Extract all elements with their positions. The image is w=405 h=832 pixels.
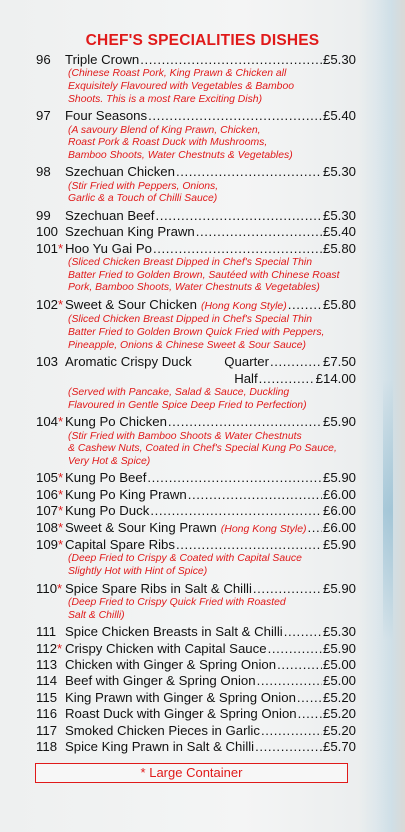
item-number bbox=[36, 706, 65, 722]
menu-item bbox=[36, 520, 356, 537]
item-description bbox=[68, 125, 356, 163]
item-name: Chicken with Ginger & Spring Onion bbox=[65, 656, 277, 672]
item-number-text: 109 bbox=[36, 536, 59, 552]
item-style-tag: (Hong Kong Style) bbox=[200, 299, 287, 312]
item-description bbox=[68, 314, 356, 352]
item-number bbox=[36, 224, 65, 240]
item-price: £5.70 bbox=[322, 739, 356, 754]
item-description-line: Roast Pork & Roast Duck with Mushrooms, bbox=[68, 137, 268, 149]
menu-item bbox=[36, 690, 356, 706]
menu-item-row bbox=[36, 414, 356, 430]
item-number bbox=[36, 164, 65, 180]
item-name: Kung Po King Prawn bbox=[65, 486, 187, 502]
menu-item bbox=[36, 487, 356, 503]
item-name: Szechuan Chicken bbox=[65, 164, 175, 180]
leader-dots bbox=[277, 657, 322, 673]
menu-item bbox=[36, 641, 356, 657]
leader-dots bbox=[153, 241, 322, 257]
item-style-tag: (Hong Kong Style) bbox=[220, 522, 307, 535]
menu-item bbox=[36, 414, 356, 468]
item-number-text: 111 bbox=[36, 624, 57, 640]
item-name: Spice Spare Ribs in Salt & Chilli bbox=[65, 580, 252, 596]
leader-dots bbox=[268, 641, 322, 657]
item-number bbox=[36, 641, 65, 657]
item-description-line: Shoots. This is a most Rare Exciting Dish) bbox=[68, 93, 263, 105]
menu-item-row bbox=[36, 224, 356, 240]
leader-dots bbox=[196, 224, 322, 240]
item-price: £5.40 bbox=[322, 224, 356, 240]
size-label: Half bbox=[234, 370, 258, 386]
menu-item-row bbox=[36, 581, 356, 597]
menu-item-row bbox=[36, 673, 356, 689]
item-number bbox=[36, 470, 65, 486]
menu-item-row bbox=[36, 108, 356, 124]
menu-item bbox=[36, 241, 356, 295]
item-name: Szechuan Beef bbox=[65, 207, 155, 223]
item-number bbox=[36, 673, 65, 689]
item-number-text: 104 bbox=[36, 414, 59, 430]
item-number bbox=[36, 208, 65, 224]
item-number-text: 101 bbox=[36, 240, 59, 256]
leader-dots bbox=[255, 739, 322, 755]
menu-item-row bbox=[36, 164, 356, 180]
item-number bbox=[36, 537, 65, 553]
item-name: Capital Spare Ribs bbox=[65, 536, 175, 552]
menu-item bbox=[36, 503, 356, 519]
item-number bbox=[36, 503, 65, 519]
item-description-line: Very Hot & Spice) bbox=[68, 455, 151, 467]
menu-item bbox=[36, 581, 356, 623]
item-number bbox=[36, 739, 65, 755]
leader-dots bbox=[288, 297, 322, 313]
menu-item bbox=[36, 624, 356, 640]
menu-item bbox=[36, 723, 356, 739]
menu-item-row bbox=[36, 52, 356, 68]
large-container-star: * bbox=[58, 536, 64, 552]
menu-item-row bbox=[36, 354, 356, 370]
menu-item bbox=[36, 297, 356, 352]
menu-item-row bbox=[36, 297, 356, 314]
item-price: £5.20 bbox=[322, 722, 356, 738]
item-price: £5.80 bbox=[322, 296, 356, 312]
item-number-text: 99 bbox=[36, 207, 51, 223]
menu-item-size-row bbox=[36, 371, 356, 387]
leader-dots bbox=[140, 52, 322, 68]
item-number bbox=[36, 520, 65, 536]
leader-dots bbox=[284, 624, 322, 640]
leader-dots bbox=[253, 581, 322, 597]
section-title: CHEF'S SPECIALITIES DISHES bbox=[85, 32, 320, 49]
menu-item-row bbox=[36, 537, 356, 553]
page-edge-shading bbox=[359, 0, 405, 832]
menu-item bbox=[36, 537, 356, 579]
menu-item bbox=[36, 470, 356, 486]
item-name: Szechuan King Prawn bbox=[65, 224, 195, 240]
item-price: £5.30 bbox=[322, 164, 356, 180]
item-name: Spice Chicken Breasts in Salt & Chilli bbox=[65, 624, 283, 640]
item-description-line: Garlic & a Touch of Chilli Sauce) bbox=[68, 193, 218, 205]
menu-item bbox=[36, 673, 356, 689]
menu-item-row bbox=[36, 641, 356, 657]
item-price: £5.00 bbox=[322, 656, 356, 672]
item-description-line: Pork, Bamboo Shoots, Water Chestnuts & Vegetables) bbox=[68, 282, 320, 294]
item-description-line: (Sliced Chicken Breast Dipped in Chef's Special Thin bbox=[68, 257, 312, 269]
item-description-line: Batter Fried to Golden Brown Quick Fried with Peppers, bbox=[68, 326, 325, 338]
item-number-text: 118 bbox=[36, 739, 58, 754]
item-number bbox=[36, 108, 65, 124]
large-container-star: * bbox=[58, 519, 64, 535]
item-price: £5.90 bbox=[322, 414, 356, 430]
page-edge-accent bbox=[383, 380, 393, 640]
leader-dots bbox=[259, 371, 315, 387]
item-number-text: 107 bbox=[36, 503, 59, 519]
leader-dots bbox=[176, 164, 322, 180]
item-name: Spice King Prawn in Salt & Chilli bbox=[65, 739, 255, 754]
menu-item bbox=[36, 52, 356, 106]
item-number-text: 113 bbox=[36, 656, 58, 672]
item-number bbox=[36, 723, 65, 739]
item-number-text: 110 bbox=[36, 580, 58, 596]
item-description bbox=[68, 387, 356, 412]
item-name: Triple Crown bbox=[65, 52, 140, 67]
size-label: Quarter bbox=[224, 354, 269, 370]
item-number bbox=[36, 487, 65, 503]
item-number bbox=[36, 581, 65, 597]
item-number-text: 105 bbox=[36, 470, 59, 486]
item-number-text: 103 bbox=[36, 354, 59, 370]
large-container-star: * bbox=[57, 580, 63, 596]
item-price: £5.30 bbox=[322, 624, 356, 640]
menu-item-row bbox=[36, 706, 356, 722]
leader-dots bbox=[297, 690, 322, 706]
item-name: Sweet & Sour King Prawn bbox=[65, 519, 217, 535]
large-container-star: * bbox=[57, 640, 63, 656]
item-description-line: (Deep Fried to Crispy & Coated with Capital Sauce bbox=[68, 553, 302, 565]
item-number-text: 112 bbox=[36, 640, 58, 656]
item-number bbox=[36, 52, 65, 68]
leader-dots bbox=[308, 520, 322, 536]
item-description bbox=[68, 257, 356, 295]
item-description-line: Flavoured in Gentle Spice Deep Fried to Perfection) bbox=[68, 399, 307, 411]
menu-item-row bbox=[36, 503, 356, 519]
item-description-line: & Cashew Nuts, Coated in Chef's Special Kung Po Sauce, bbox=[68, 443, 337, 455]
item-name: Roast Duck with Ginger & Spring Onion bbox=[65, 706, 297, 722]
item-number bbox=[36, 657, 65, 673]
item-number-text: 100 bbox=[36, 224, 59, 240]
menu-item bbox=[36, 657, 356, 673]
item-number-text: 108 bbox=[36, 519, 59, 535]
item-price: £6.00 bbox=[322, 519, 356, 535]
leader-dots bbox=[188, 487, 322, 503]
item-description-line: Exquisitely Flavoured with Vegetables & Bamboo bbox=[68, 81, 295, 92]
item-name: Kung Po Chicken bbox=[65, 414, 167, 430]
item-description-line: Pineapple, Onions & Chinese Sweet & Sour Sauce) bbox=[68, 339, 306, 351]
item-description-line: (A savoury Blend of King Prawn, Chicken, bbox=[68, 124, 261, 136]
large-container-star: * bbox=[58, 296, 64, 312]
menu-item-row bbox=[36, 657, 356, 673]
item-number-text: 96 bbox=[36, 52, 51, 67]
item-description bbox=[68, 68, 356, 106]
item-description-line: Slightly Hot with Hint of Spice) bbox=[68, 565, 208, 577]
menu-list bbox=[36, 52, 356, 755]
menu-item bbox=[36, 208, 356, 224]
item-number-text: 97 bbox=[36, 108, 51, 124]
item-price: £6.00 bbox=[322, 503, 356, 519]
large-container-star: * bbox=[58, 414, 64, 430]
item-number-text: 98 bbox=[36, 164, 51, 180]
leader-dots bbox=[257, 673, 322, 689]
item-description-line: (Stir Fried with Bamboo Shoots & Water Chestnuts bbox=[68, 430, 302, 442]
leader-dots bbox=[261, 723, 322, 739]
leader-dots bbox=[150, 503, 322, 519]
item-name: Hoo Yu Gai Po bbox=[65, 240, 152, 256]
item-price: £5.30 bbox=[322, 207, 356, 223]
item-description-line: (Deep Fried to Crispy Quick Fried with Roasted bbox=[68, 596, 286, 608]
menu-item-row bbox=[36, 723, 356, 739]
menu-item-row bbox=[36, 470, 356, 486]
menu-item bbox=[36, 706, 356, 722]
menu-item-row bbox=[36, 241, 356, 257]
item-description-line: Salt & Chilli) bbox=[68, 609, 125, 621]
item-price: £7.50 bbox=[322, 354, 356, 370]
item-name: Aromatic Crispy Duck bbox=[65, 354, 192, 370]
item-name: Sweet & Sour Chicken bbox=[65, 296, 197, 312]
item-number bbox=[36, 624, 65, 640]
item-number-text: 116 bbox=[36, 706, 58, 722]
item-price: £14.00 bbox=[315, 370, 356, 386]
item-price: £5.20 bbox=[322, 689, 356, 705]
item-price: £5.40 bbox=[322, 108, 356, 124]
menu-item-row bbox=[36, 208, 356, 224]
item-name: Crispy Chicken with Capital Sauce bbox=[65, 640, 267, 656]
item-number-text: 117 bbox=[36, 722, 58, 738]
item-description bbox=[68, 181, 356, 206]
item-name: Kung Po Beef bbox=[65, 470, 147, 486]
menu-item bbox=[36, 739, 356, 755]
item-number-text: 106 bbox=[36, 486, 59, 502]
item-name: Kung Po Duck bbox=[65, 503, 150, 519]
menu-item bbox=[36, 224, 356, 240]
leader-dots bbox=[270, 354, 322, 370]
large-container-star: * bbox=[58, 470, 64, 486]
item-number bbox=[36, 690, 65, 706]
item-number bbox=[36, 354, 65, 370]
item-price: £5.90 bbox=[322, 536, 356, 552]
item-price: £5.90 bbox=[322, 470, 356, 486]
leader-dots bbox=[298, 706, 322, 722]
item-price: £6.00 bbox=[322, 486, 356, 502]
item-number-text: 102 bbox=[36, 296, 59, 312]
menu-item-row bbox=[36, 690, 356, 706]
item-price: £5.90 bbox=[322, 640, 356, 656]
leader-dots bbox=[155, 208, 322, 224]
item-price: £5.90 bbox=[322, 580, 356, 596]
item-price: £5.80 bbox=[322, 240, 356, 256]
item-description-line: (Sliced Chicken Breast Dipped in Chef's Special Thin bbox=[68, 314, 312, 326]
item-name: Beef with Ginger & Spring Onion bbox=[65, 673, 256, 689]
item-name: Four Seasons bbox=[65, 108, 148, 124]
leader-dots bbox=[148, 108, 322, 124]
item-description bbox=[68, 597, 356, 622]
item-description-line: (Stir Fried with Peppers, Onions, bbox=[68, 180, 219, 192]
menu-item bbox=[36, 108, 356, 162]
item-price: £5.20 bbox=[322, 706, 356, 722]
item-price: £5.30 bbox=[322, 52, 356, 67]
item-number bbox=[36, 241, 65, 257]
item-description bbox=[68, 431, 356, 469]
large-container-star: * bbox=[58, 240, 64, 256]
item-description-line: Bamboo Shoots, Water Chestnuts & Vegetables) bbox=[68, 149, 293, 161]
item-description-line: Batter Fried to Golden Brown, Sautéed with Chinese Roast bbox=[68, 269, 340, 281]
item-name: Smoked Chicken Pieces in Garlic bbox=[65, 722, 260, 738]
large-container-star: * bbox=[58, 486, 64, 502]
item-description bbox=[68, 553, 356, 578]
menu-item-row bbox=[36, 739, 356, 755]
item-description-line: (Served with Pancake, Salad & Sauce, Duckling bbox=[68, 386, 290, 398]
menu-item-row bbox=[36, 520, 356, 537]
item-description-line: (Chinese Roast Pork, King Prawn & Chicken all bbox=[68, 68, 287, 80]
leader-dots bbox=[176, 537, 322, 553]
menu-item bbox=[36, 354, 356, 412]
menu-item bbox=[36, 164, 356, 206]
menu-item-row bbox=[36, 487, 356, 503]
large-container-star: * bbox=[58, 503, 64, 519]
item-number-text: 115 bbox=[36, 689, 58, 705]
leader-dots bbox=[168, 414, 322, 430]
large-container-note: * Large Container bbox=[35, 763, 348, 783]
leader-dots bbox=[147, 470, 322, 486]
item-number bbox=[36, 414, 65, 430]
item-number bbox=[36, 297, 65, 313]
item-name: King Prawn with Ginger & Spring Onion bbox=[65, 689, 296, 705]
item-price: £5.00 bbox=[322, 673, 356, 689]
item-number-text: 114 bbox=[36, 673, 58, 689]
menu-item-row bbox=[36, 624, 356, 640]
